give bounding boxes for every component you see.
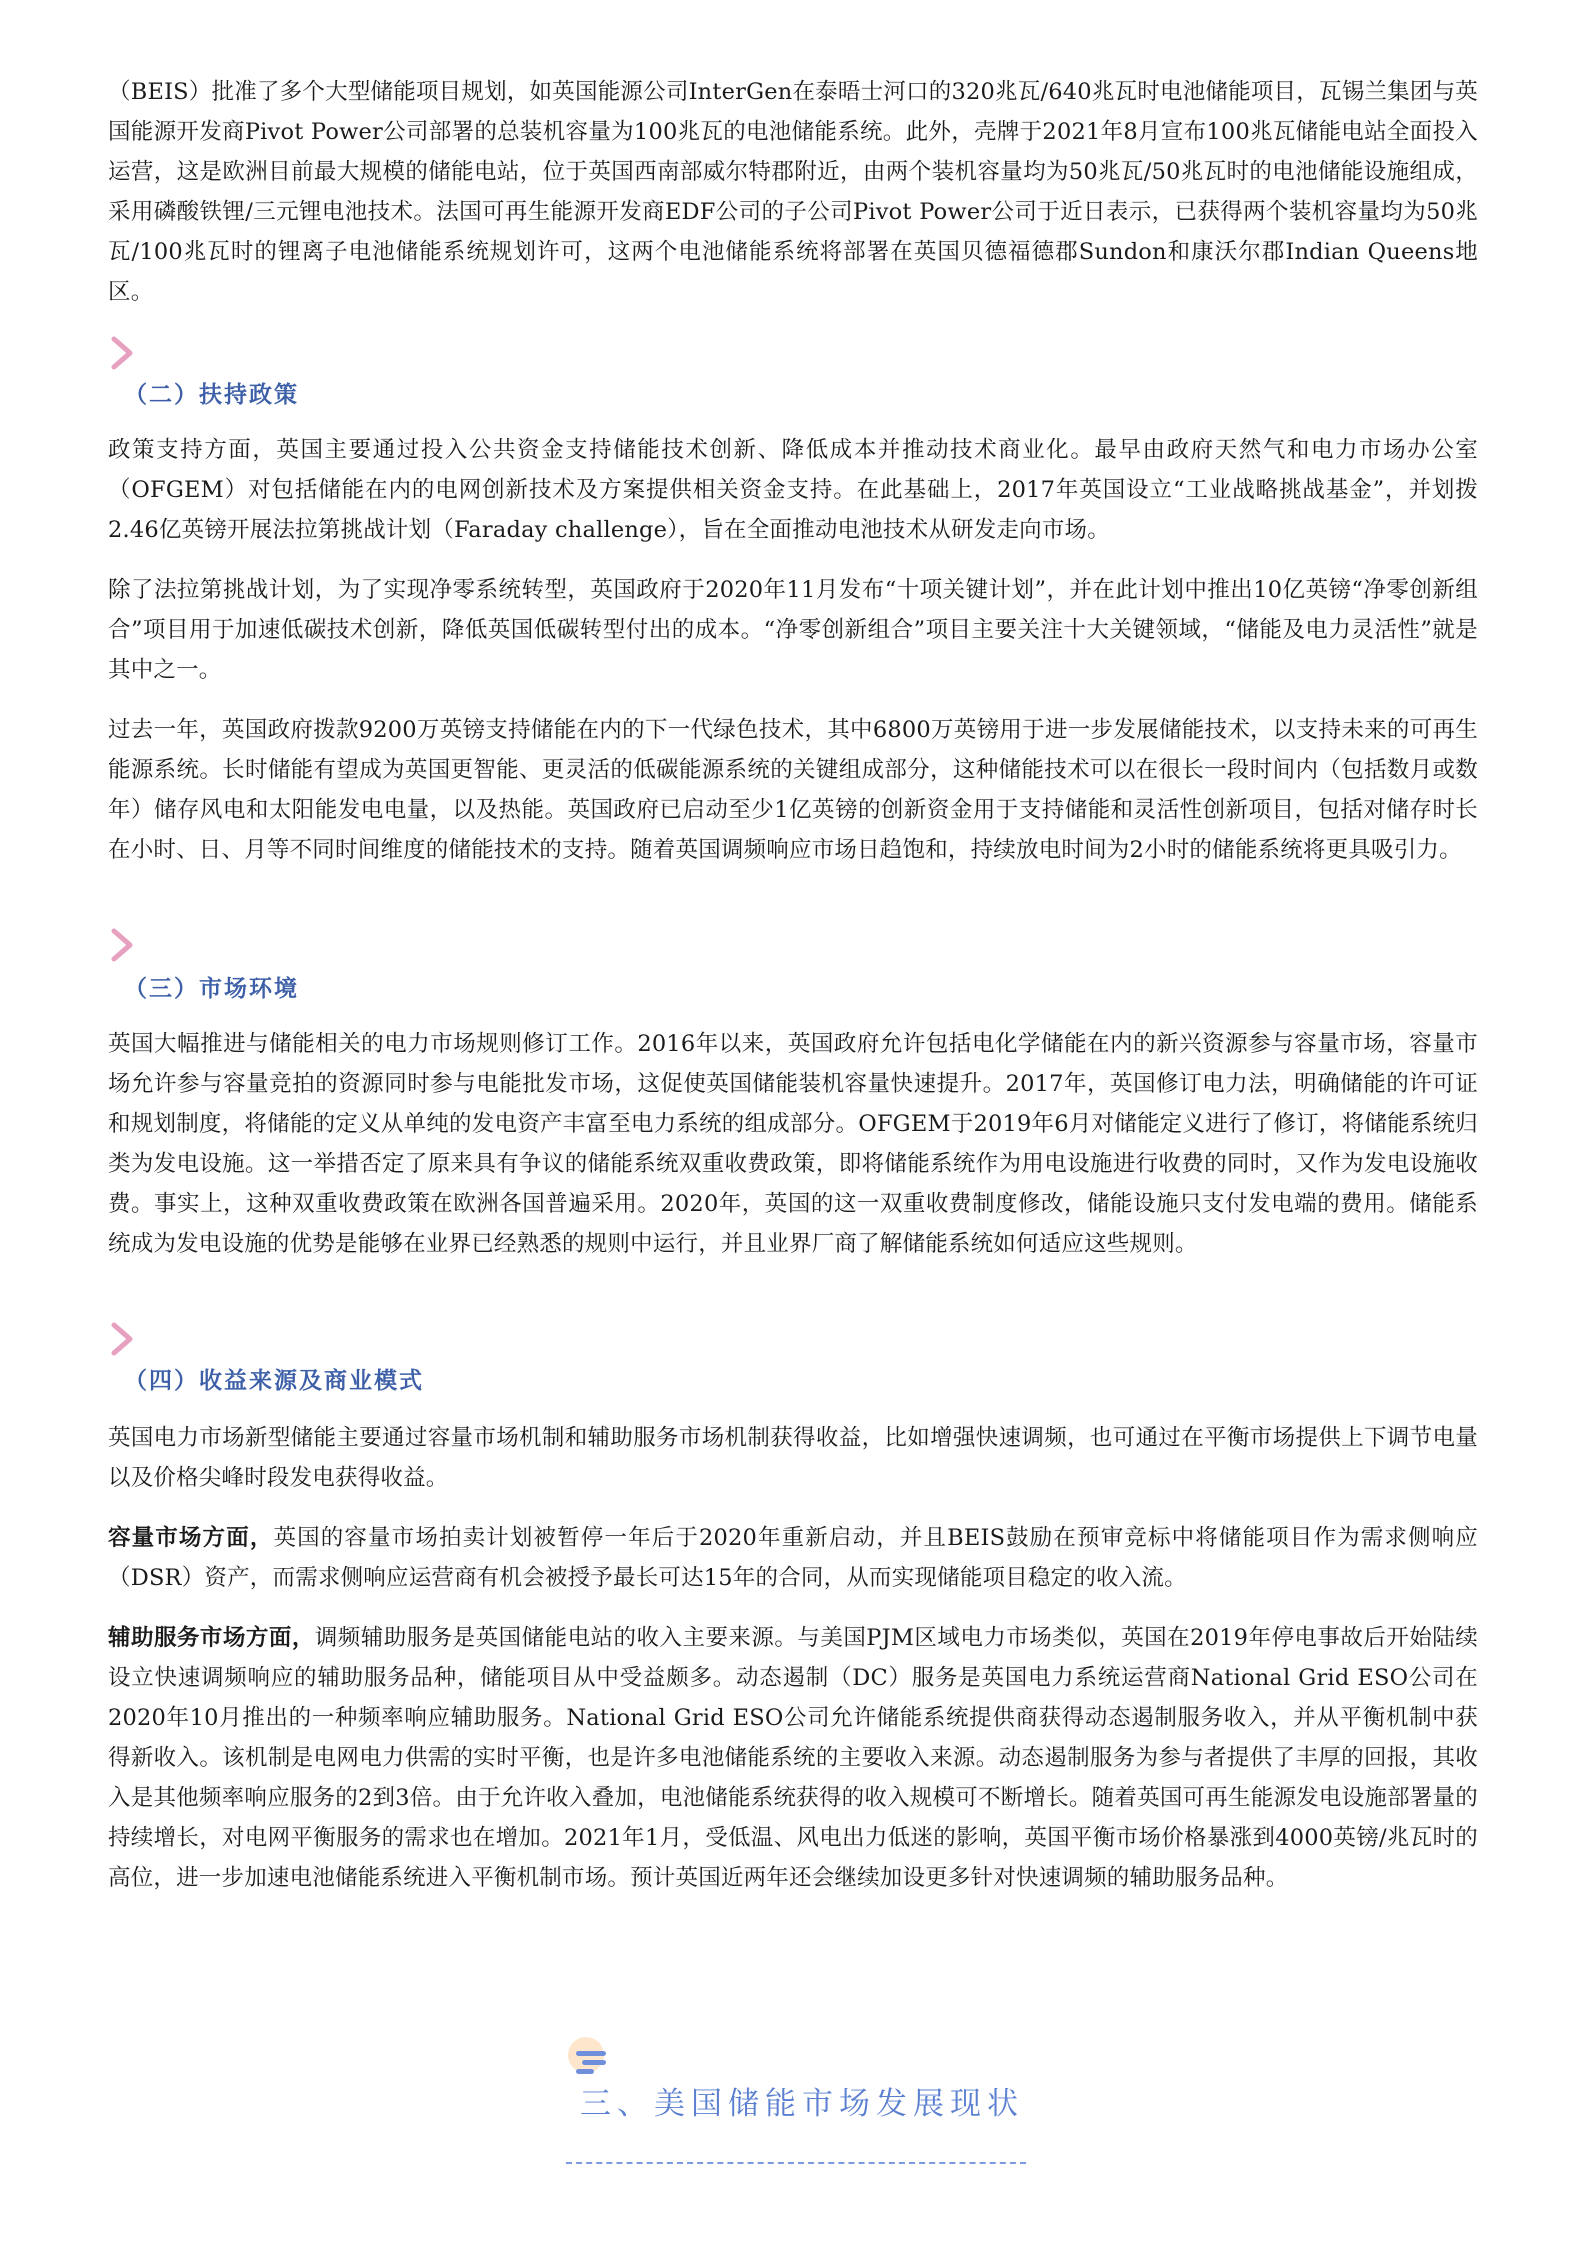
revenue-paragraph: 英国电力市场新型储能主要通过容量市场机制和辅助服务市场机制获得收益，比如增强快速调频，也可通过在平衡市场提供上下调节电量以及价格尖峰时段发电获得收益。 (108, 1425, 1478, 1491)
capacity-market-paragraph (108, 1518, 1478, 1598)
chevron-icon (108, 928, 136, 962)
capacity-market-text: 英国的容量市场拍卖计划被暂停一年后于2020年重新启动，并且BEIS鼓励在预审竞标中将储能项目作为需求侧响应（DSR）资产，而需求侧响应运营商有机会被授予最长可达15年的合同，从而实现储能项目稳定的收入流。 (108, 1525, 1478, 1591)
policy-paragraph-2: 除了法拉第挑战计划，为了实现净零系统转型，英国政府于2020年11月发布“十项关键计划”，并在此计划中推出10亿英镑“净零创新组合”项目用于加速低碳技术创新，降低英国低碳转型付出的成本。“净零创新组合”项目主要关注十大关键领域，“储能及电力灵活性”就是其中之一。 (108, 577, 1478, 683)
ancillary-service-text: 调频辅助服务是英国储能电站的收入主要来源。与美国PJM区域电力市场类似，英国在2019年停电事故后开始陆续设立快速调频响应的辅助服务品种，储能项目从中受益颇多。动态遏制（DC）服务是英国电力系统运营商National Grid ESO公司在2020年10月推出的一种频率响应辅助服务。National Grid ESO公司允许储能系统提供商获得动态遏制服务收入，并从平衡机制中获得新收入。该机制是电网电力供需的实时平衡，也是许多电池储能系统的主要收入来源。动态遏制服务为参与者提供了丰厚的回报，其收入是其他频率响应服务的2到3倍。由于允许收入叠加，电池储能系统获得的收入规模可不断增长。随着英国可再生能源发电设施部署量的持续增长，对电网平衡服务的需求也在增加。2021年1月，受低温、风电出力低迷的影响，英国平衡市场价格暴涨到4000英镑/兆瓦时的高位，进一步加速电池储能系统进入平衡机制市场。预计英国近两年还会继续加设更多针对快速调频的辅助服务品种。 (108, 1625, 1478, 1891)
section-heading-market: （三）市场环境 (124, 975, 299, 1002)
market-paragraph: 英国大幅推进与储能相关的电力市场规则修订工作。2016年以来，英国政府允许包括电化学储能在内的新兴资源参与容量市场，容量市场允许参与容量竞拍的资源同时参与电能批发市场，这促使英国储能装机容量快速提升。2017年，英国修订电力法，明确储能的许可证和规划制度，将储能的定义从单纯的发电资产丰富至电力系统的组成部分。OFGEM于2019年6月对储能定义进行了修订，将储能系统归类为发电设施。这一举措否定了原来具有争议的储能系统双重收费政策，即将储能系统作为用电设施进行收费的同时，又作为发电设施收费。事实上，这种双重收费政策在欧洲各国普遍采用。2020年，英国的这一双重收费制度修改，储能设施只支付发电端的费用。储能系统成为发电设施的优势是能够在业界已经熟悉的规则中运行，并且业界厂商了解储能系统如何适应这些规则。 (108, 1031, 1478, 1257)
ancillary-service-lead: 辅助服务市场方面， (108, 1625, 315, 1651)
chevron-icon (108, 1322, 136, 1356)
section-heading-policy: （二）扶持政策 (124, 381, 299, 408)
chevron-icon (108, 336, 136, 370)
capacity-market-lead: 容量市场方面， (108, 1525, 274, 1551)
section-heading-revenue: （四）收益来源及商业模式 (124, 1367, 424, 1394)
title-divider (566, 2162, 1026, 2164)
ancillary-service-paragraph (108, 1618, 1478, 1898)
intro-paragraph: （BEIS）批准了多个大型储能项目规划，如英国能源公司InterGen在泰晤士河口的320兆瓦/640兆瓦时电池储能项目，瓦锡兰集团与英国能源开发商Pivot Power公司部署的总装机容量为100兆瓦的电池储能系统。此外，壳牌于2021年8月宣布100兆瓦储能电站全面投入运营，这是欧洲目前最大规模的储能电站，位于英国西南部威尔特郡附近，由两个装机容量均为50兆瓦/50兆瓦时的电池储能设施组成，采用磷酸铁锂/三元锂电池技术。法国可再生能源开发商EDF公司的子公司Pivot Power公司于近日表示，已获得两个装机容量均为50兆瓦/100兆瓦时的锂离子电池储能系统规划许可，这两个电池储能系统将部署在英国贝德福德郡Sundon和康沃尔郡Indian Queens地区。 (108, 79, 1478, 305)
chapter-title: 三、美国储能市场发展现状 (580, 2086, 1024, 2122)
policy-paragraph-1: 政策支持方面，英国主要通过投入公共资金支持储能技术创新、降低成本并推动技术商业化。最早由政府天然气和电力市场办公室（OFGEM）对包括储能在内的电网创新技术及方案提供相关资金支持。在此基础上，2017年英国设立“工业战略挑战基金”，并划拨2.46亿英镑开展法拉第挑战计划（Faraday challenge），旨在全面推动电池技术从研发走向市场。 (108, 437, 1478, 543)
policy-paragraph-3: 过去一年，英国政府拨款9200万英镑支持储能在内的下一代绿色技术，其中6800万英镑用于进一步发展储能技术，以支持未来的可再生能源系统。长时储能有望成为英国更智能、更灵活的低碳能源系统的关键组成部分，这种储能技术可以在很长一段时间内（包括数月或数年）储存风电和太阳能发电电量，以及热能。英国政府已启动至少1亿英镑的创新资金用于支持储能和灵活性创新项目，包括对储存时长在小时、日、月等不同时间维度的储能技术的支持。随着英国调频响应市场日趋饱和，持续放电时间为2小时的储能系统将更具吸引力。 (108, 717, 1478, 863)
